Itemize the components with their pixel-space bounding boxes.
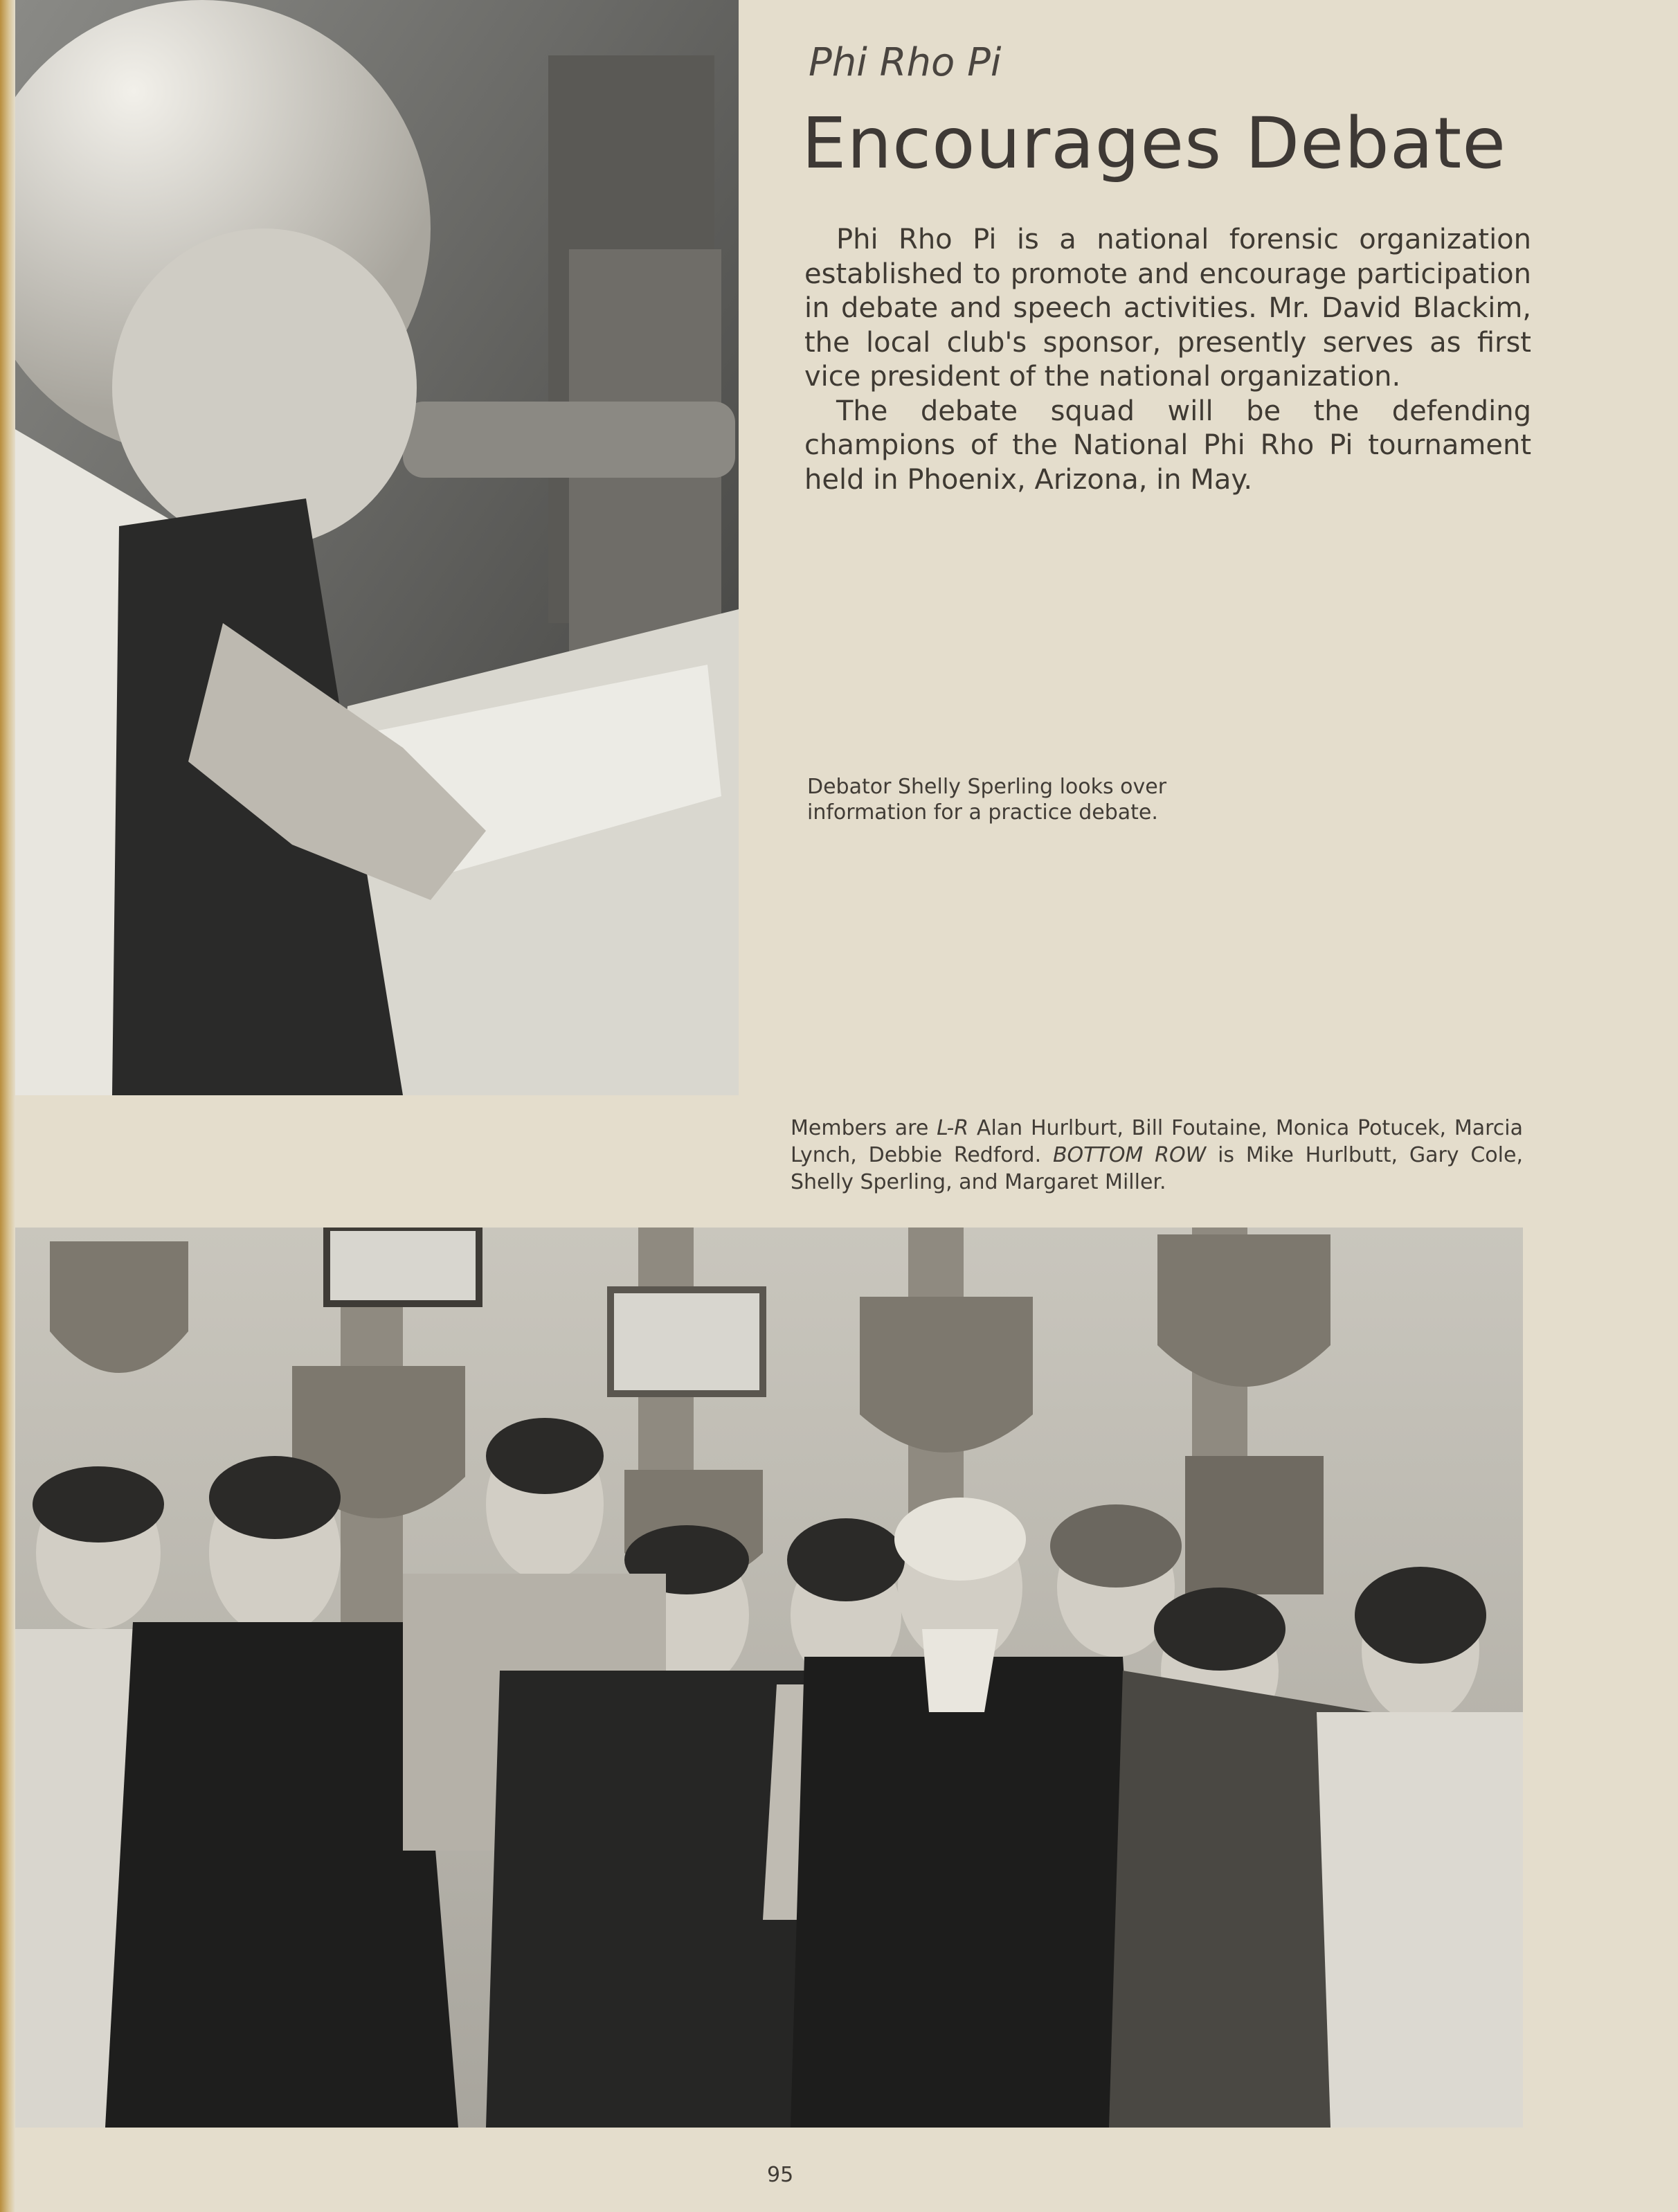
body-paragraph-2: The debate squad will be the defending champions of the National Phi Rho Pi tournament held in Phoenix, Arizona, in May. [804,395,1531,496]
article-body [804,223,1531,497]
caption-text-1: Members are [791,1116,937,1140]
group-photo-caption [791,1115,1523,1196]
article-headline: Encourages Debate [802,102,1507,185]
photo-group-members [15,1228,1523,2128]
article-kicker: Phi Rho Pi [809,40,1002,85]
caption-text-2: Alan Hurlburt, Bill Foutaine, Monica Potucek, Marcia Lynch, Debbie Redford. [791,1116,1523,1167]
caption-text-3: is Mike Hurlbutt, Gary Cole, Shelly Sperling, and Margaret Miller. [791,1143,1523,1194]
caption-bottom-row-label: BOTTOM ROW [1052,1143,1207,1167]
page-binding-edge [0,0,15,2212]
page-number: 95 [767,2163,794,2187]
top-photo-caption: Debator Shelly Sperling looks over information for a practice debate. [807,775,1167,825]
body-paragraph-1: Phi Rho Pi is a national forensic organization established to promote and encourage participation in debate and speech activities. Mr. David Blackim, the local club's sponsor, presently serves as first vice president of the national organization. [804,224,1531,393]
caption-lr-label: L-R [937,1116,969,1140]
photo-student-reading [15,0,739,1095]
